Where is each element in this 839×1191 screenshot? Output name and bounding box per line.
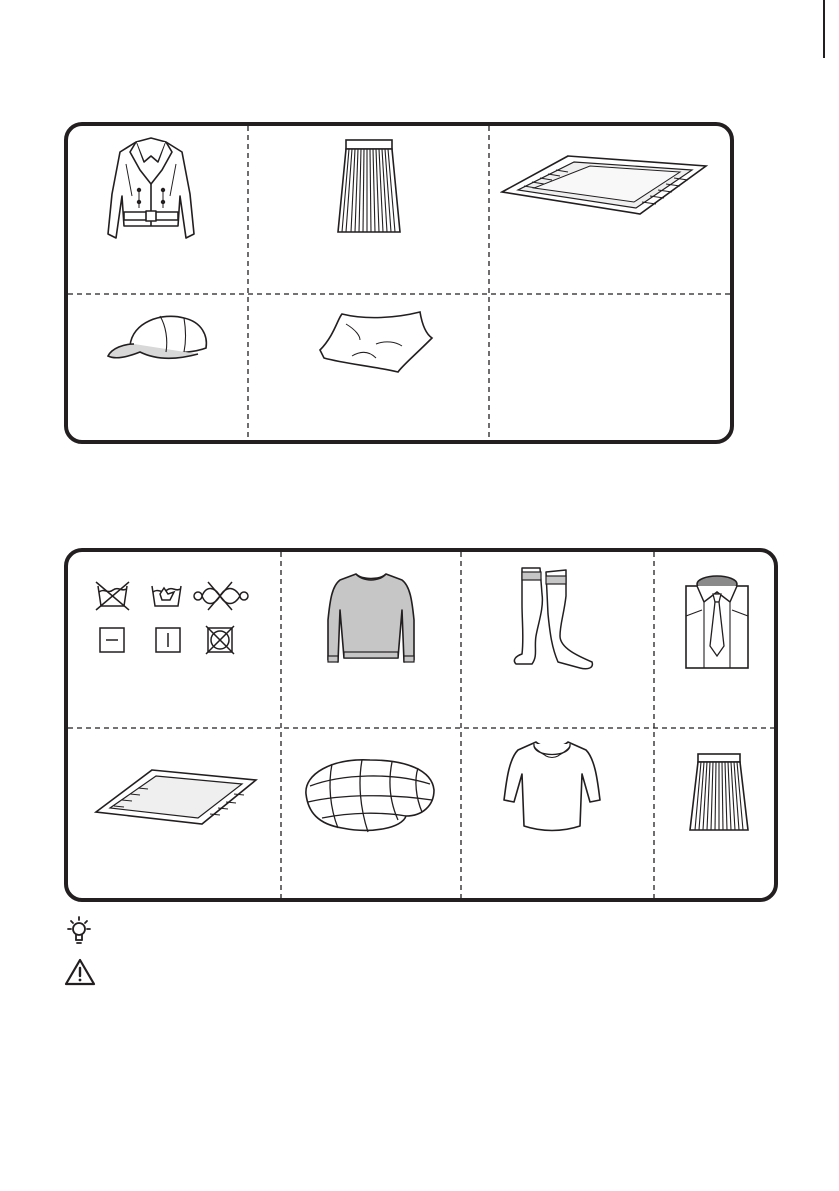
rug-icon (500, 152, 710, 218)
dryer-rack-items-panel (64, 122, 734, 444)
care-symbols-icon (94, 580, 258, 656)
warning-icon (64, 958, 96, 991)
pleated-skirt-icon (334, 138, 404, 238)
pillow-icon (316, 310, 436, 374)
wool-sweater-icon (326, 570, 416, 666)
pleated-skirt-icon (688, 752, 752, 836)
duvet-icon (302, 754, 438, 836)
page-edge-mark (823, 0, 825, 58)
stockings-icon (508, 564, 604, 676)
lace-blouse-icon (502, 736, 602, 836)
dress-shirt-icon (684, 572, 750, 672)
jacket-icon (106, 134, 196, 242)
lightbulb-icon (64, 916, 94, 951)
unsuitable-items-panel (64, 548, 778, 902)
rug-icon (94, 768, 258, 828)
cap-icon (106, 312, 212, 368)
